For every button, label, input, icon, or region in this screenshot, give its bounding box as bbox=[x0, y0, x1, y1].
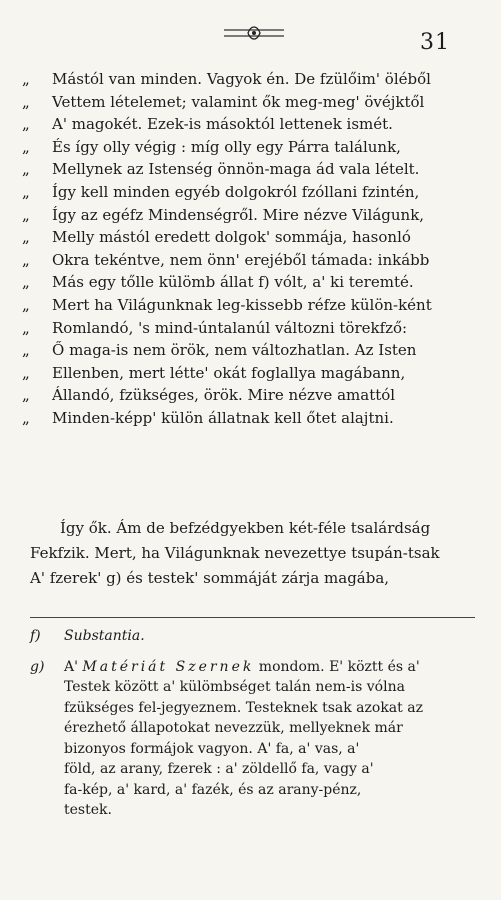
page-number: 31 bbox=[420, 30, 450, 55]
footnote-text: mondom. E' köztt és a' bbox=[258, 658, 420, 675]
footnote-g bbox=[30, 657, 485, 678]
footnote-line: bizonyos formájok vagyon. A' fa, a' vas, a' bbox=[64, 740, 360, 757]
footnote-prefix: A' bbox=[64, 658, 78, 675]
verse-line: „ Mellynek az Istenség önnön-maga ád vala lételt. bbox=[22, 160, 420, 179]
verse-line: „ Más egy tőlle külömb állat f) vólt, a' ki teremté. bbox=[22, 273, 414, 292]
footnotes bbox=[30, 626, 485, 821]
verse-line: „ Melly mástól eredett dolgok' sommája, hasonló bbox=[22, 228, 411, 247]
verse-line: „ És így olly végig : míg olly egy Párra találunk, bbox=[22, 137, 401, 156]
prose-line: Így ők. Ám de befzédgyekben két-féle tsalárdság bbox=[60, 519, 431, 537]
prose-paragraph bbox=[30, 516, 485, 591]
footnote-marker: f) bbox=[30, 628, 41, 644]
verse-line: „ Ellenben, mert létte' okát foglallya magábann, bbox=[22, 363, 406, 382]
verse-block bbox=[22, 68, 492, 430]
prose-line: Fekfzik. Mert, ha Világunknak nevezettye tsupán-tsak bbox=[30, 544, 440, 562]
footnote-line: testek. bbox=[64, 802, 112, 818]
prose-line: A' fzerek' g) és testek' sommáját zárja magába, bbox=[30, 569, 390, 587]
footnote-term: Matériát Szernek bbox=[82, 658, 255, 675]
footnote-f bbox=[30, 626, 485, 647]
verse-line: „ Okra tekéntve, nem önn' erejéből támada: inkább bbox=[22, 250, 430, 269]
verse-line: „ Minden-képp' külön állatnak kell őtet alajtni. bbox=[22, 408, 394, 427]
verse-line: „ Ő maga-is nem örök, nem változhatlan. Az Isten bbox=[22, 341, 417, 360]
verse-line: „ Állandó, fzükséges, örök. Mire nézve amattól bbox=[22, 386, 396, 405]
footnote-line: fzükséges fel-jegyeznem. Testeknek tsak azokat az bbox=[64, 699, 423, 716]
footnote-line: föld, az arany, fzerek : a' zöldellő fa, vagy a' bbox=[64, 761, 374, 777]
verse-line: „ Így kell minden egyéb dolgokról fzóllani fzintén, bbox=[22, 182, 420, 201]
footnote-text: Substantia. bbox=[64, 628, 145, 644]
verse-line: „ Romlandó, 's mind-úntalanúl változni törekfző: bbox=[22, 318, 408, 337]
verse-line: „ Mert ha Világunknak leg-kissebb réfze külön-ként bbox=[22, 295, 432, 314]
footnote-divider bbox=[30, 617, 475, 618]
verse-line: „ Mástól van minden. Vagyok én. De fzülőim' öléből bbox=[22, 70, 431, 88]
footnote-marker: g) bbox=[30, 658, 45, 675]
footnote-line: fa-kép, a' kard, a' fazék, és az arany-pénz, bbox=[64, 781, 362, 798]
footnote-line: Testek között a' külömbséget talán nem-is vólna bbox=[64, 679, 405, 695]
footnote-line: érezhető állapotokat nevezzük, mellyeknek már bbox=[64, 720, 403, 736]
page-ornament bbox=[222, 24, 286, 42]
verse-line: „ Így az egéfz Mindenségről. Mire nézve Világunk, bbox=[22, 205, 425, 224]
verse-line: „ A' magokét. Ezek-is másoktól lettenek ismét. bbox=[22, 115, 393, 134]
verse-line: „ Vettem lételemet; valamint ők meg-meg' övéjktől bbox=[22, 92, 425, 111]
